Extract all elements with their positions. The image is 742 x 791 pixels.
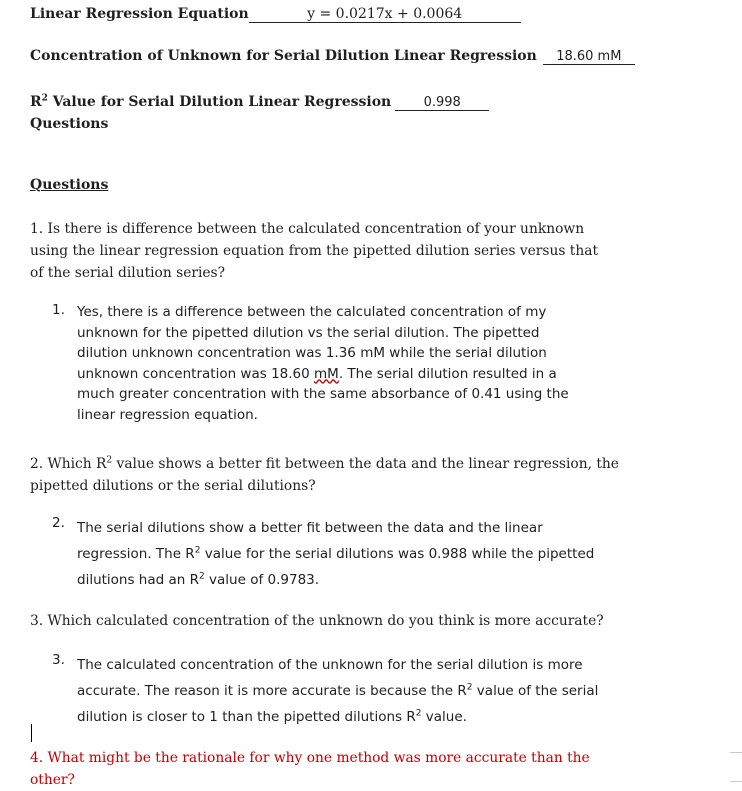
- answer-1: [30, 302, 720, 425]
- r2-field: [30, 94, 489, 111]
- answer-3-number: 3.: [52, 652, 65, 668]
- concentration-label: Concentration of Unknown for Serial Dilution Linear Regression: [30, 48, 537, 64]
- text-cursor: [31, 724, 32, 742]
- answer-3-text: The calculated concentration of the unknown for the serial dilution is more accurate. The reason it is more accurate is because the $R^2$ value of the serial dilution is closer to 1 than the pipetted dilutions $R^2$ value.: [77, 657, 599, 725]
- answer-2-number: 2.: [52, 515, 65, 531]
- questions-heading: Questions: [30, 177, 109, 193]
- r2-value[interactable]: 0.998: [395, 95, 489, 111]
- equation-label: Linear Regression Equation: [30, 6, 249, 22]
- spelling-error-mark: mM: [314, 365, 339, 382]
- concentration-value[interactable]: 18.60 mM: [543, 49, 635, 65]
- equation-value[interactable]: y = 0.0217x + 0.0064: [249, 6, 521, 23]
- page-edge-line: [730, 752, 742, 753]
- questions-inline-label: Questions: [30, 116, 109, 132]
- question-2: 2. Which $R^2$ value shows a better fit between the data and the linear regression, the pipetted dilutions or the serial dilutions?: [30, 455, 619, 494]
- answer-2: [30, 515, 720, 593]
- equation-field: [30, 6, 521, 23]
- answer-2-text: The serial dilutions show a better fit between the data and the linear regression. The $R^2$ value for the serial dilutions was 0.988 while the pipetted dilutions had an $R^2$ value of 0.9783.: [77, 520, 595, 588]
- page-edge-line: [730, 781, 742, 782]
- answer-1-number: 1.: [52, 302, 65, 318]
- answer-1-text: Yes, there is a difference between the calculated concentration of my unknown for the pipetted dilution vs the serial dilution. The pipetted dilution unknown concentration was 1.36 mM while the serial dilution unknown concentration was 18.60 mM. The serial dilution resulted in a much greater concentration with the same absorbance of 0.41 using the linear regression equation.: [77, 304, 569, 423]
- concentration-field: [30, 48, 635, 65]
- r2-label: $R^2$ Value for Serial Dilution Linear Regression: [30, 93, 392, 110]
- question-3: 3. Which calculated concentration of the unknown do you think is more accurate?: [30, 613, 604, 629]
- answer-3: [30, 652, 720, 730]
- question-4: 4. What might be the rationale for why one method was more accurate than the other?: [30, 750, 590, 788]
- question-1: 1. Is there is difference between the calculated concentration of your unknown using the linear regression equation from the pipetted dilution series versus that of the serial dilution series?: [30, 221, 599, 281]
